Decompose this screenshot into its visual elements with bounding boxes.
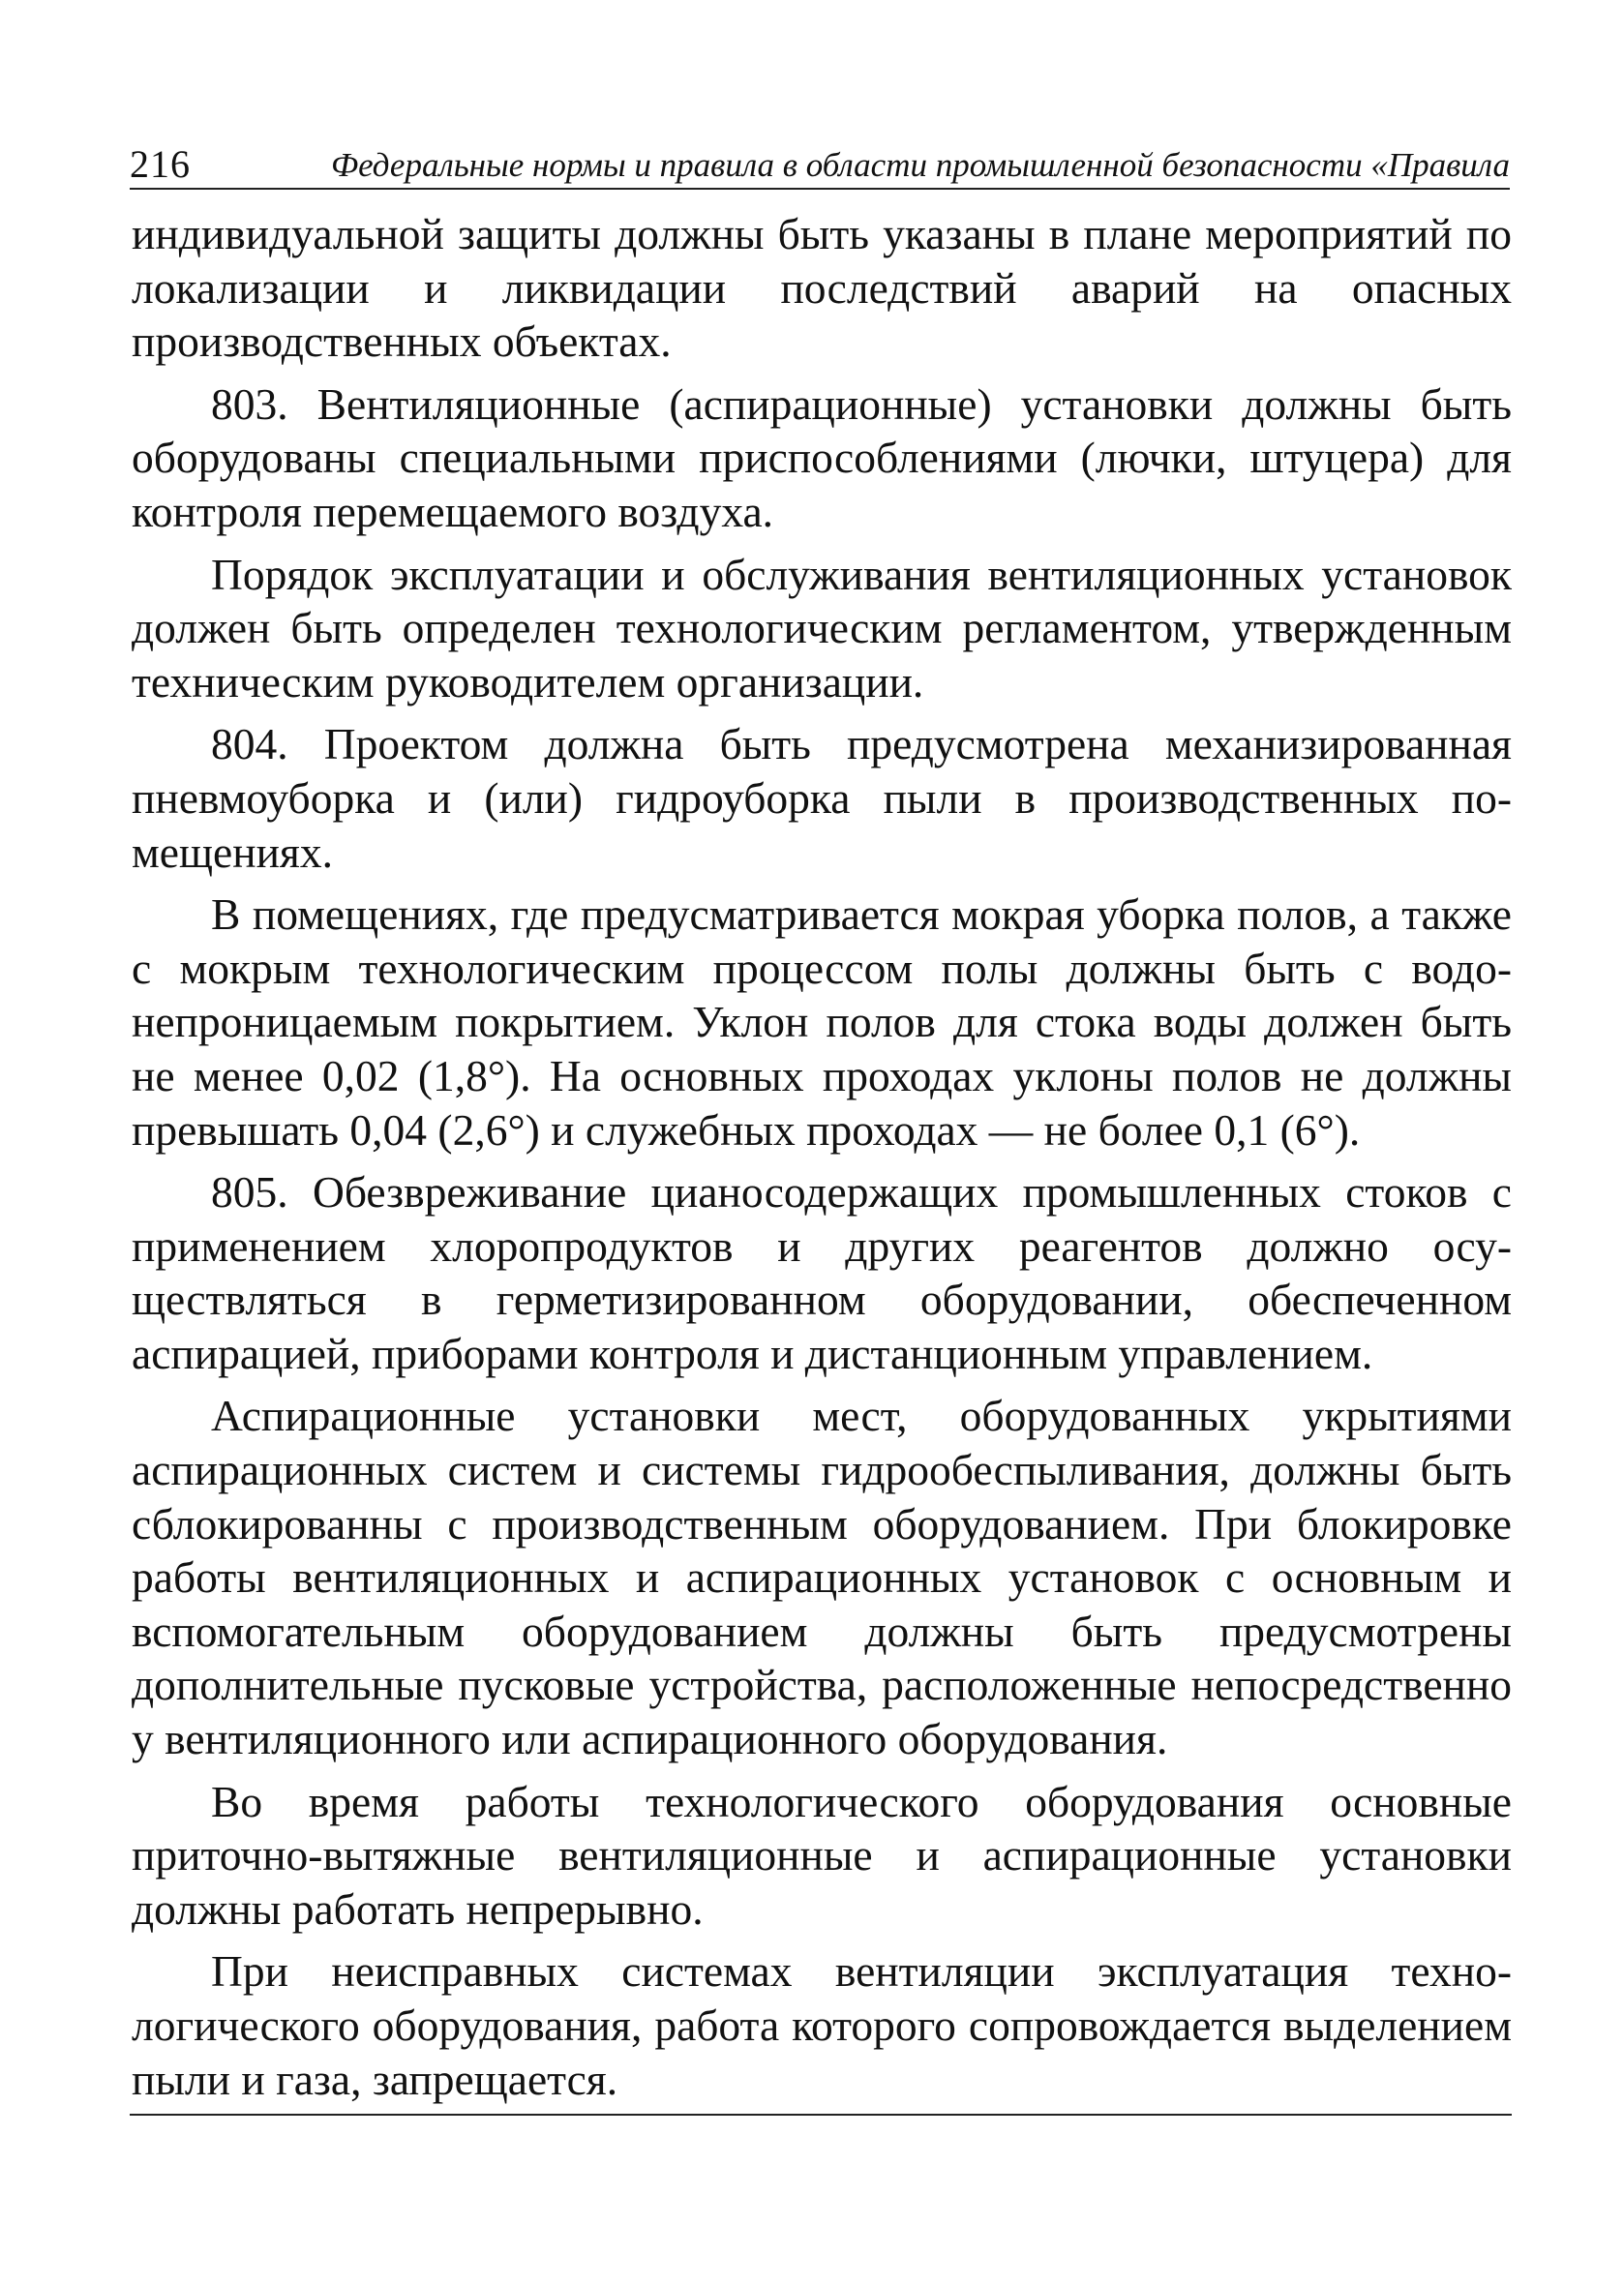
paragraph-ventilation-fault: При неисправных системах вентиляции эксплуатация технологического оборудования, работа которого сопровождается выделением пыли и газа, запрещается.: [132, 1946, 1512, 2104]
paragraph-805: 805. Обезвреживание цианосодержащих промышленных стоков с применением хлоропродуктов и других реагентов должно осуществляться в герметизированном оборудовании, обеспеченном аспирацией, приборами контроля и дистанционным управлением.: [132, 1167, 1512, 1378]
paragraph-aspiration-interlock: Аспирационные установки мест, оборудованных укрытиями аспирационных систем и системы гидрообеспыливания, должны быть сблокированны с производственным оборудованием. При блокировке работы вентиляционных и аспирационных установок с основным и вспомогательным оборудованием должны быть предусмотрены дополнительные пусковые устройства, расположенные непосредственно у вентиляционного или аспирационного оборудования.: [132, 1391, 1512, 1764]
paragraph-804: 804. Проектом должна быть предусмотрена механизированная пневмоуборка и (или) гидроуборка пыли в производственных помещениях.: [132, 719, 1512, 877]
running-title: Федеральные нормы и правила в области промышленной безопасности «Правила: [330, 146, 1510, 184]
page-number: 216: [130, 142, 191, 186]
page-body: [132, 207, 1512, 2115]
paragraph-803: 803. Вентиляционные (аспирационные) установки должны быть оборудованы специальными приспособлениями (лючки, штуцера) для контроля перемещаемого воздуха.: [132, 378, 1512, 536]
bottom-divider: [130, 2114, 1512, 2116]
page-header: [130, 135, 1510, 190]
paragraph-wet-cleaning-floors: В помещениях, где предусматривается мокрая уборка полов, а также с мокрым технологическим процессом полы должны быть с водонепроницаемым покрытием. Уклон полов для стока воды должен быть не менее 0,02 (1,8°). На основных проходах уклоны полов не должны превышать 0,04 (2,6°) и служебных проходах — не более 0,1 (6°).: [132, 889, 1512, 1155]
paragraph-continued: индивидуальной защиты должны быть указаны в плане мероприятий по локализации и ликвидации последствий аварий на опасных производственных объектах.: [132, 209, 1512, 367]
paragraph-continuous-operation: Во время работы технологического оборудования основные приточно-вытяжные вентиляционные и аспирационные установки должны работать непрерывно.: [132, 1776, 1512, 1934]
paragraph-ventilation-maintenance: Порядок эксплуатации и обслуживания вентиляционных установок должен быть определен технологическим регламентом, утвержденным техническим руководителем организации.: [132, 549, 1512, 707]
